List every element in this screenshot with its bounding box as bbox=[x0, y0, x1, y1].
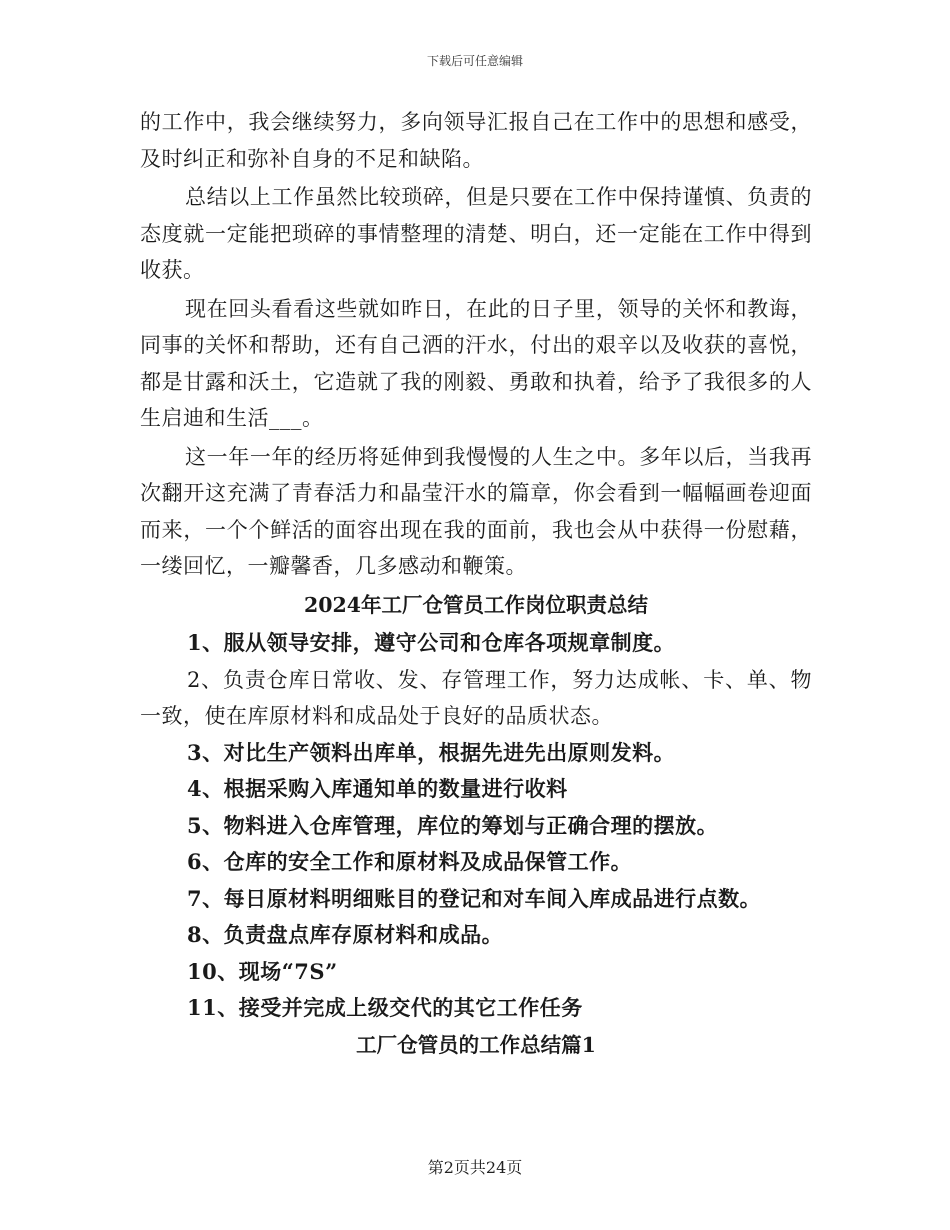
paragraph-reflection: 现在回头看看这些就如昨日，在此的日子里，领导的关怀和教诲，同事的关怀和帮助，还有自己洒的汗水，付出的艰辛以及收获的喜悦，都是甘露和沃土，它造就了我的刚毅、勇敢和执着，给予了我很多的人生启迪和生活___。 bbox=[140, 296, 812, 430]
duty-item-3: 3、对比生产领料出库单，根据先进先出原则发料。 bbox=[187, 739, 676, 765]
duty-item-6: 6、仓库的安全工作和原材料及成品保管工作。 bbox=[187, 849, 633, 874]
duty-item-1: 1、服从领导安排，遵守公司和仓库各项规章制度。 bbox=[187, 630, 676, 655]
paragraph-summary: 总结以上工作虽然比较琐碎，但是只要在工作中保持谨慎、负责的态度就一定能把琐碎的事情整理的清楚、明白，还一定能在工作中得到收获。 bbox=[140, 185, 812, 282]
section-title: 2024年工厂仓管员工作岗位职责总结 bbox=[303, 592, 649, 617]
header-note: 下载后可任意编辑 bbox=[426, 54, 523, 68]
page-number: 第2页共24页 bbox=[427, 1158, 523, 1177]
duty-item-2: 2、负责仓库日常收、发、存管理工作，努力达成帐、卡、单、物一致，使在库原材料和成品处于良好的品质状态。 bbox=[140, 667, 812, 728]
duty-item-10: 10、现场“7S” bbox=[187, 958, 338, 984]
paragraph-continuation: 的工作中，我会继续努力，多向领导汇报自己在工作中的思想和感受，及时纠正和弥补自身的不足和缺陷。 bbox=[140, 110, 812, 171]
duty-item-7: 7、每日原材料明细账目的登记和对车间入库成品进行点数。 bbox=[187, 885, 762, 911]
paragraph-future: 这一年一年的经历将延伸到我慢慢的人生之中。多年以后，当我再次翻开这充满了青春活力和晶莹汗水的篇章，你会看到一幅幅画卷迎面而来，一个个鲜活的面容出现在我的面前，我也会从中获得一份慰藉，一缕回忆，一瓣馨香，几多感动和鞭策。 bbox=[140, 444, 812, 578]
duty-item-11: 11、接受并完成上级交代的其它工作任务 bbox=[187, 995, 583, 1020]
document-body bbox=[140, 104, 812, 1065]
next-section-title: 工厂仓管员的工作总结篇1 bbox=[356, 1032, 596, 1057]
duty-item-8: 8、负责盘点库存原材料和成品。 bbox=[187, 922, 504, 947]
duty-item-4: 4、根据采购入库通知单的数量进行收料 bbox=[187, 776, 568, 801]
duty-item-5: 5、物料进入仓库管理，库位的筹划与正确合理的摆放。 bbox=[187, 812, 719, 838]
